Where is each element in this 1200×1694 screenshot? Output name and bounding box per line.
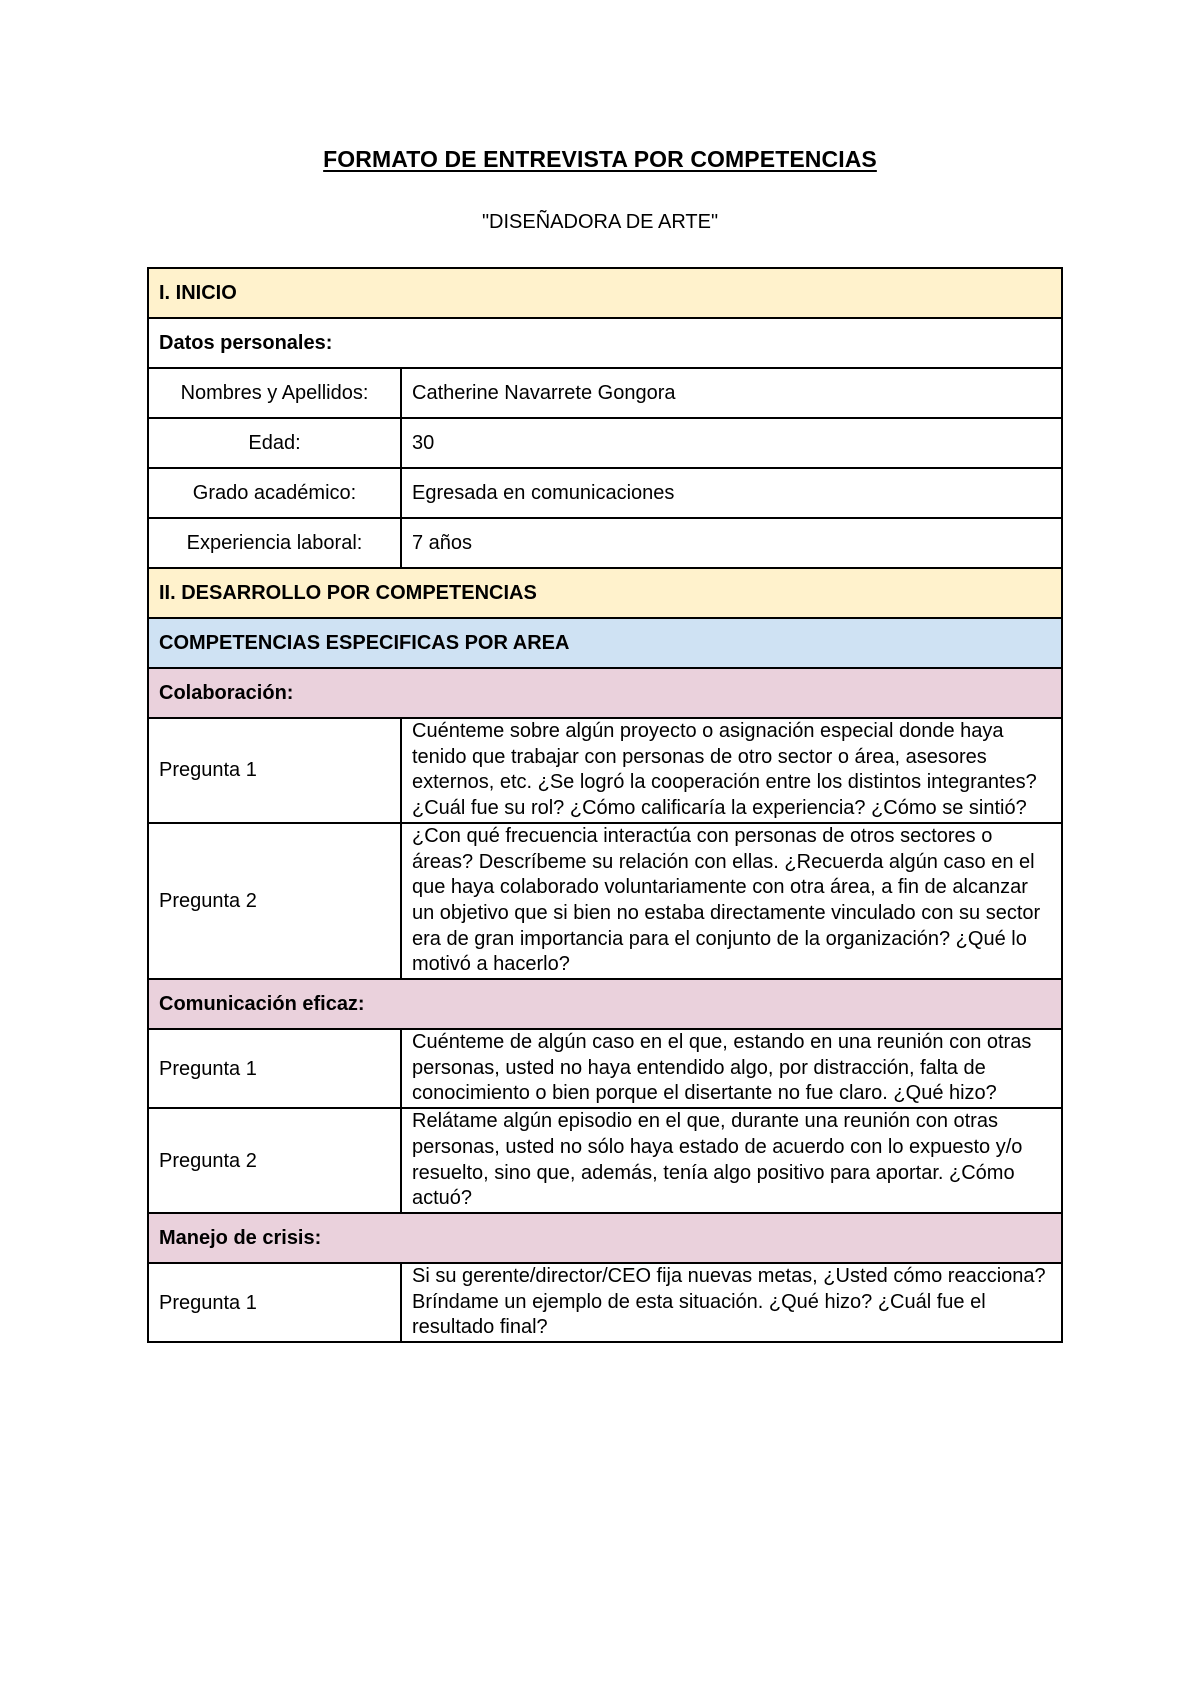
field-row-age xyxy=(148,418,1062,468)
question-text: Si su gerente/director/CEO fija nuevas metas, ¿Usted cómo reacciona? Bríndame un ejemplo de esta situación. ¿Qué hizo? ¿Cuál fue el resultado final? xyxy=(401,1263,1062,1342)
question-label: Pregunta 1 xyxy=(148,1263,401,1342)
section-heading-row xyxy=(148,268,1062,318)
competencies-subheading: COMPETENCIAS ESPECIFICAS POR AREA xyxy=(148,618,1062,668)
section-heading-row xyxy=(148,568,1062,618)
question-row xyxy=(148,1108,1062,1213)
competency-name: Comunicación eficaz: xyxy=(148,979,1062,1029)
section-heading-desarrollo: II. DESARROLLO POR COMPETENCIAS xyxy=(148,568,1062,618)
question-row xyxy=(148,1263,1062,1342)
document-subtitle: "DISEÑADORA DE ARTE" xyxy=(481,211,719,233)
competency-heading-row xyxy=(148,979,1062,1029)
question-text: Cuénteme sobre algún proyecto o asignación especial donde haya tenido que trabajar con personas de otro sector o área, asesores externos, etc. ¿Se logró la cooperación entre los distintos integrantes? ¿Cuál fue su rol? ¿Cómo calificaría la experiencia? ¿Cómo se sintió? xyxy=(401,718,1062,823)
personal-data-heading: Datos personales: xyxy=(148,318,1062,368)
document-title: FORMATO DE ENTREVISTA POR COMPETENCIAS xyxy=(323,146,877,172)
question-text: Cuénteme de algún caso en el que, estando en una reunión con otras personas, usted no haya entendido algo, por distracción, falta de conocimiento o bien porque el disertante no fue claro. ¿Qué hizo? xyxy=(401,1029,1062,1108)
question-text: ¿Con qué frecuencia interactúa con personas de otros sectores o áreas? Descríbeme su relación con ellas. ¿Recuerda algún caso en el que haya colaborado voluntariamente con otra área, a fin de alcanzar un objetivo que si bien no estaba directamente vinculado con su sector era de gran importancia para el conjunto de la organización? ¿Qué lo motivó a hacerlo? xyxy=(401,823,1062,979)
interview-form-table xyxy=(147,267,1063,1343)
question-label: Pregunta 2 xyxy=(148,1108,401,1213)
field-label: Edad: xyxy=(148,418,401,468)
field-row-name xyxy=(148,368,1062,418)
competency-name: Colaboración: xyxy=(148,668,1062,718)
field-label: Experiencia laboral: xyxy=(148,518,401,568)
field-label: Grado académico: xyxy=(148,468,401,518)
personal-data-heading-row xyxy=(148,318,1062,368)
question-label: Pregunta 1 xyxy=(148,718,401,823)
field-row-experience xyxy=(148,518,1062,568)
competency-heading-row xyxy=(148,668,1062,718)
field-value: Catherine Navarrete Gongora xyxy=(401,368,1062,418)
field-label: Nombres y Apellidos: xyxy=(148,368,401,418)
question-row xyxy=(148,718,1062,823)
question-label: Pregunta 1 xyxy=(148,1029,401,1108)
competency-name: Manejo de crisis: xyxy=(148,1213,1062,1263)
field-value: Egresada en comunicaciones xyxy=(401,468,1062,518)
competency-heading-row xyxy=(148,1213,1062,1263)
question-row xyxy=(148,823,1062,979)
question-text: Relátame algún episodio en el que, durante una reunión con otras personas, usted no sólo haya estado de acuerdo con lo expuesto y/o resuelto, sino que, además, tenía algo positivo para aportar. ¿Cómo actuó? xyxy=(401,1108,1062,1213)
field-value: 7 años xyxy=(401,518,1062,568)
section-heading-inicio: I. INICIO xyxy=(148,268,1062,318)
subheading-row xyxy=(148,618,1062,668)
question-label: Pregunta 2 xyxy=(148,823,401,979)
field-row-degree xyxy=(148,468,1062,518)
question-row xyxy=(148,1029,1062,1108)
field-value: 30 xyxy=(401,418,1062,468)
